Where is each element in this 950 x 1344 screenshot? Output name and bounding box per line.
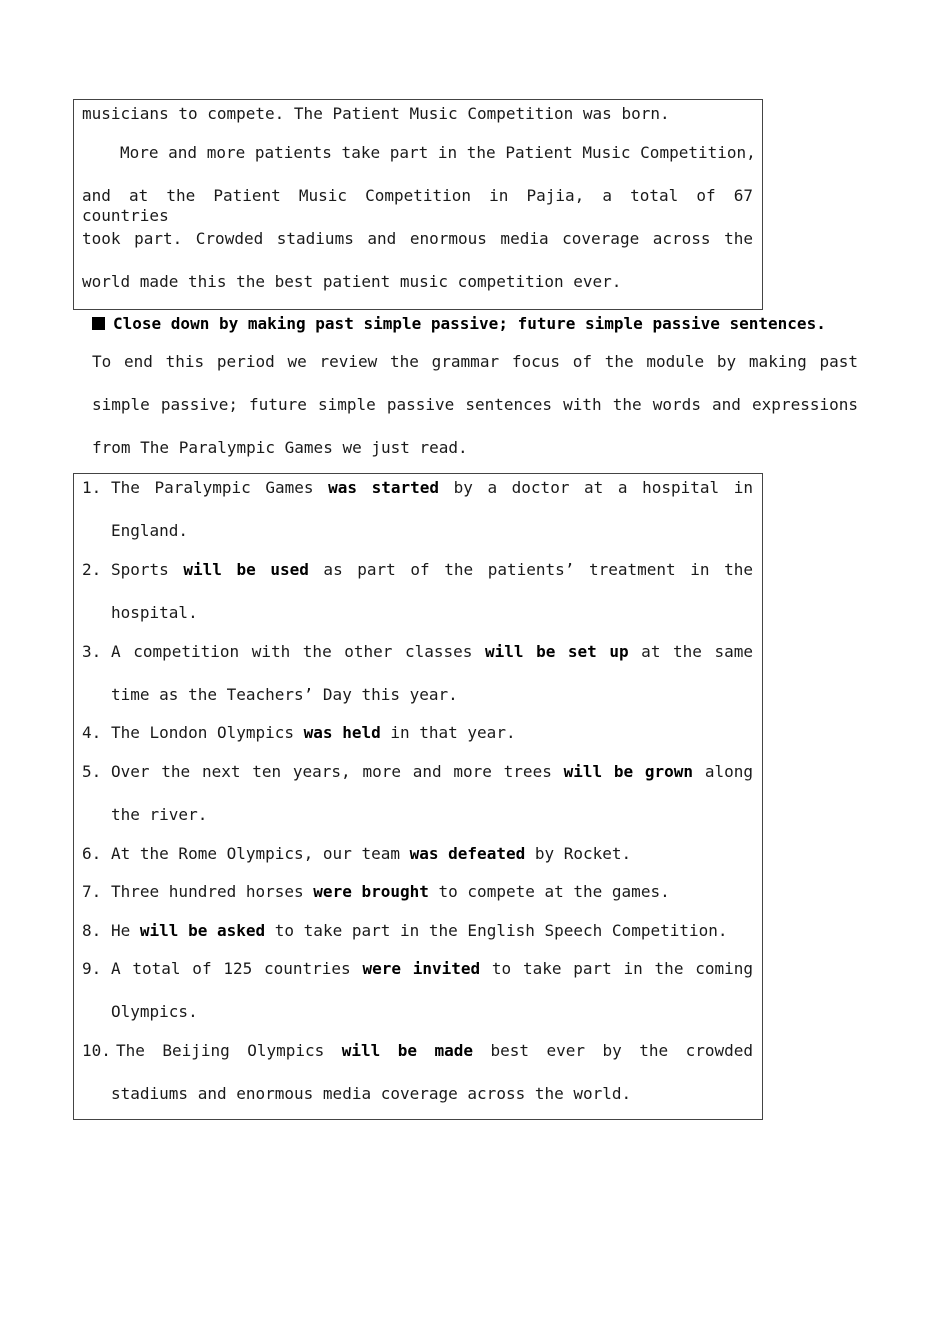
sentence-8: He will be asked to take part in the English Speech Competition. (111, 921, 728, 940)
sentence-1: The Paralympic Games was started by a doctor at a hospital in (111, 478, 753, 497)
passage-line-2: More and more patients take part in the Patient Music Competition, (120, 143, 756, 162)
intro-line-2: simple passive; future simple passive sentences with the words and expressions (92, 395, 858, 414)
sentence-number: 6. (82, 844, 102, 863)
passage-line-3: and at the Patient Music Competition in Pajia, a total of 67 countries (82, 186, 753, 225)
sentence-1-cont: England. (111, 521, 189, 540)
sentence-2-cont: hospital. (111, 603, 198, 622)
sentence-3: A competition with the other classes will be set up at the same (111, 642, 754, 661)
sentence-7: Three hundred horses were brought to compete at the games. (111, 882, 670, 901)
sentence-5-cont: the river. (111, 805, 208, 824)
sentence-3-cont: time as the Teachers’ Day this year. (111, 685, 458, 704)
sentence-number: 2. (82, 560, 102, 579)
sentence-4: The London Olympics was held in that year. (111, 723, 516, 742)
sentence-9: A total of 125 countries were invited to take part in the coming (111, 959, 754, 978)
sentence-number: 5. (82, 762, 102, 781)
sentence-number: 10. (82, 1041, 111, 1060)
bullet-square-icon (92, 317, 105, 330)
sentence-number: 1. (82, 478, 102, 497)
sentence-number: 4. (82, 723, 102, 742)
section-heading (92, 314, 826, 334)
sentence-6: At the Rome Olympics, our team was defeated by Rocket. (111, 844, 632, 863)
sentence-number: 7. (82, 882, 102, 901)
sentence-2: Sports will be used as part of the patients’ treatment in the (111, 560, 753, 579)
sentence-number: 9. (82, 959, 102, 978)
intro-line-1: To end this period we review the grammar focus of the module by making past (92, 352, 858, 371)
passage-line-1: musicians to compete. The Patient Music Competition was born. (82, 104, 670, 123)
section-heading-text: Close down by making past simple passive; future simple passive sentences. (113, 314, 826, 333)
sentence-10: The Beijing Olympics will be made best ever by the crowded (116, 1041, 753, 1060)
sentence-5: Over the next ten years, more and more trees will be grown along (111, 762, 753, 781)
sentence-9-cont: Olympics. (111, 1002, 198, 1021)
sentence-number: 3. (82, 642, 102, 661)
sentence-number: 8. (82, 921, 102, 940)
intro-line-3: from The Paralympic Games we just read. (92, 438, 468, 457)
passage-line-5: world made this the best patient music competition ever. (82, 272, 622, 291)
passage-line-4: took part. Crowded stadiums and enormous media coverage across the (82, 229, 753, 248)
sentence-10-cont: stadiums and enormous media coverage across the world. (111, 1084, 632, 1103)
